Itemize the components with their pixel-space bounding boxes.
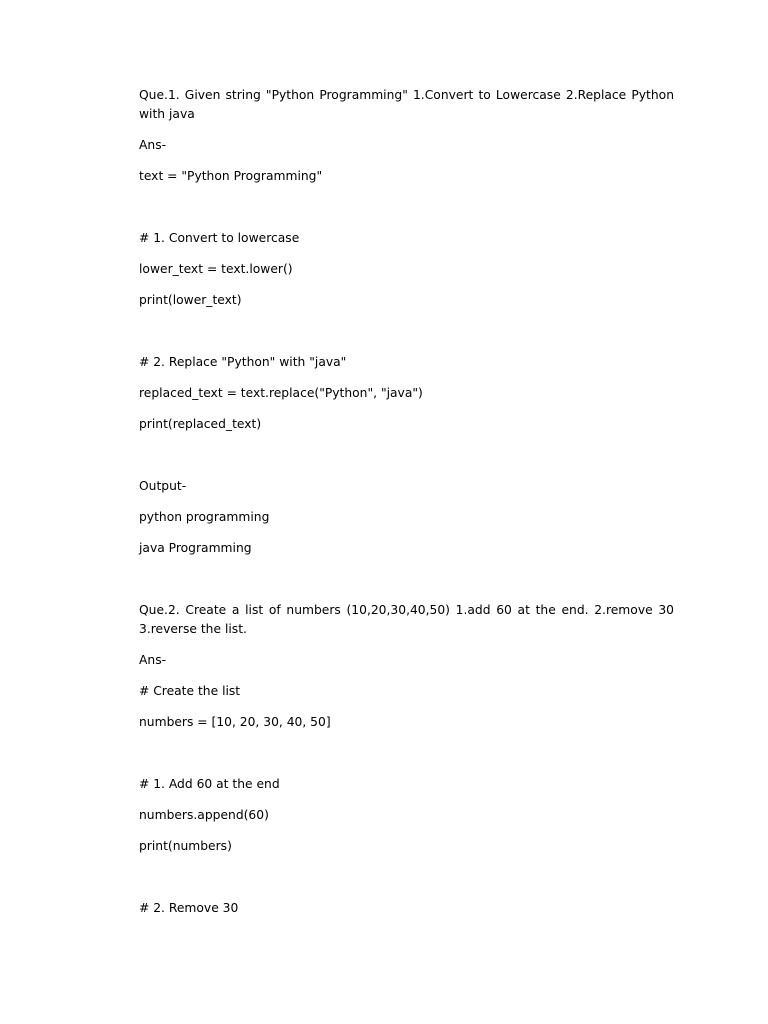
- code-comment: # 1. Add 60 at the end: [139, 777, 280, 791]
- output-line: python programming: [139, 510, 270, 524]
- blank-line: [139, 198, 674, 217]
- code-line: numbers = [10, 20, 30, 40, 50]: [139, 715, 331, 729]
- code-line: replaced_text = text.replace("Python", "java"): [139, 386, 423, 400]
- blank-line: [139, 868, 674, 887]
- question-1-text: Que.1. Given string "Python Programming" 1.Convert to Lowercase 2.Replace Python with java: [139, 88, 678, 121]
- code-line: numbers.append(60): [139, 808, 269, 822]
- code-comment: # 1. Convert to lowercase: [139, 231, 300, 245]
- blank-line: [139, 744, 674, 763]
- code-comment: # 2. Remove 30: [139, 901, 239, 915]
- answer-label: Ans-: [139, 138, 167, 152]
- blank-line: [139, 446, 674, 465]
- question-2-text: Que.2. Create a list of numbers (10,20,30,40,50) 1.add 60 at the end. 2.remove 30 3.reverse the list.: [139, 603, 678, 636]
- code-comment: # 2. Replace "Python" with "java": [139, 355, 347, 369]
- code-line: text = "Python Programming": [139, 169, 323, 183]
- code-line: print(numbers): [139, 839, 232, 853]
- answer-label: Ans-: [139, 653, 167, 667]
- blank-line: [139, 322, 674, 341]
- document-body: [139, 86, 678, 930]
- output-line: java Programming: [139, 541, 252, 555]
- output-label: Output-: [139, 479, 187, 493]
- blank-line: [139, 570, 674, 589]
- code-line: print(replaced_text): [139, 417, 262, 431]
- code-line: lower_text = text.lower(): [139, 262, 293, 276]
- code-comment: # Create the list: [139, 684, 241, 698]
- code-line: print(lower_text): [139, 293, 242, 307]
